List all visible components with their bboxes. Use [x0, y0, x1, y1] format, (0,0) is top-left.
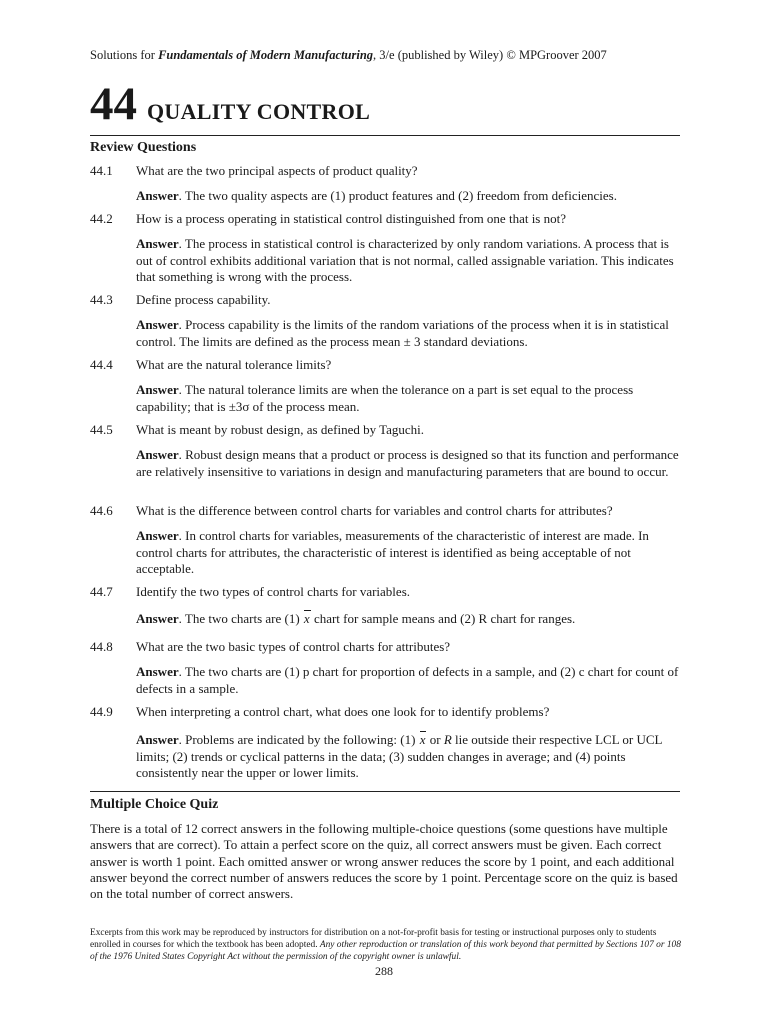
x-bar-symbol: x: [419, 732, 426, 748]
question-number: 44.5: [90, 422, 113, 437]
review-item-44-1: [90, 163, 684, 205]
review-item-44-6: [90, 503, 684, 577]
footer-italic-text: Any other reproduction or translation of this work beyond that permitted by Sections 107 or 108 of the 1976 United States Copyright Act without the permission of the copyright owner is unlawful.: [90, 940, 681, 963]
question-text: How is a process operating in statistical control distinguished from one that is not?: [136, 211, 567, 226]
review-item-44-2: [90, 211, 684, 285]
question-number: 44.8: [90, 639, 113, 654]
question-text: Define process capability.: [136, 292, 271, 307]
chapter-title: QUALITY CONTROL: [147, 99, 371, 124]
question-text: What are the two principal aspects of product quality?: [136, 163, 418, 178]
question-number: 44.6: [90, 503, 113, 518]
answer-text: Answer. The natural tolerance limits are when the tolerance on a part is set equal to the process capability; that is ±3σ of the process mean.: [136, 382, 634, 414]
section-rule: [90, 791, 680, 792]
chapter-number: 44: [90, 78, 137, 130]
question-text: Identify the two types of control charts for variables.: [136, 584, 410, 599]
question-text: What are the natural tolerance limits?: [136, 357, 332, 372]
chapter-heading: [90, 78, 682, 130]
question-text: What is meant by robust design, as defined by Taguchi.: [136, 422, 425, 437]
review-item-44-7: [90, 584, 684, 628]
review-item-44-4: [90, 357, 684, 415]
copyright-symbol: ©: [506, 48, 516, 62]
footer-normal-text: Excerpts from this work may be reproduced by instructors for distribution on a not-for-profit basis for testing or instructional purposes only to students enrolled in courses for which the textbook has been adopted.: [90, 928, 657, 951]
quiz-instructions: There is a total of 12 correct answers in the following multiple-choice questions (some questions have multiple answers that are correct). To attain a perfect score on the quiz, all correct answers must be given. Each correct answer is worth 1 point. Each omitted answer or wrong answer reduces the score by 1 point, and each additional answer beyond the correct number of answers reduces the score by 1 point. Percentage score on the quiz is based on the total number of correct answers.: [90, 821, 678, 902]
multiple-choice-quiz-heading: Multiple Choice Quiz: [90, 797, 219, 812]
running-head-author: MPGroover 2007: [515, 48, 607, 62]
answer-label: Answer: [136, 382, 179, 398]
answer-text: Answer. The two charts are (1) p chart for proportion of defects in a sample, and (2) c chart for count of defects in a sample.: [136, 664, 679, 696]
question-number: 44.9: [90, 704, 113, 719]
question-number: 44.7: [90, 584, 113, 599]
answer-label: Answer: [136, 236, 179, 252]
answer-text: Answer. The two charts are (1) x chart for sample means and (2) R chart for ranges.: [136, 611, 576, 627]
answer-text: Answer. Problems are indicated by the following: (1) x or R lie outside their respective LCL or UCL limits; (2) trends or cyclical patterns in the data; (3) sudden changes in average; and (4) points consistently near the upper or lower limits.: [136, 732, 663, 780]
copyright-footer: [90, 927, 682, 964]
running-head-prefix: Solutions for: [90, 48, 159, 62]
review-item-44-3: [90, 292, 684, 350]
chapter-rule: [90, 135, 680, 136]
answer-label: Answer: [136, 317, 179, 333]
review-questions-heading: Review Questions: [90, 140, 197, 155]
review-item-44-8: [90, 639, 684, 697]
answer-label: Answer: [136, 447, 179, 463]
answer-label: Answer: [136, 732, 179, 748]
answer-text: Answer. The two quality aspects are (1) product features and (2) freedom from deficiencies.: [136, 188, 617, 204]
answer-text: Answer. Process capability is the limits of the random variations of the process when it is in statistical control. The limits are defined as the process mean ± 3 standard deviations.: [136, 317, 669, 349]
question-number: 44.4: [90, 357, 113, 372]
x-bar-symbol: x: [303, 611, 310, 627]
answer-text: Answer. The process in statistical control is characterized by only random variations. A process that is out of control exhibits additional variation that is not normal, called assignable variation. This indicates that something is wrong with the process.: [136, 236, 674, 284]
review-item-44-9: [90, 704, 684, 781]
question-number: 44.1: [90, 163, 113, 178]
answer-label: Answer: [136, 664, 179, 680]
running-header: [90, 47, 690, 63]
answer-label: Answer: [136, 528, 179, 544]
answer-label: Answer: [136, 611, 179, 627]
answer-label: Answer: [136, 188, 179, 204]
question-number: 44.2: [90, 211, 113, 226]
question-text: When interpreting a control chart, what does one look for to identify problems?: [136, 704, 550, 719]
question-text: What is the difference between control charts for variables and control charts for attributes?: [136, 503, 613, 518]
answer-text: Answer. In control charts for variables, measurements of the characteristic of interest are made. In control charts for attributes, the characteristic of interest is identified as being acceptable of not acceptable.: [136, 528, 649, 576]
question-text: What are the two basic types of control charts for attributes?: [136, 639, 451, 654]
book-title: Fundamentals of Modern Manufacturing: [158, 48, 374, 62]
answer-text: Answer. Robust design means that a product or process is designed so that its function and performance are relatively insensitive to variations in design and manufacturing parameters that are bound to occur.: [136, 447, 679, 479]
r-symbol: R: [443, 732, 452, 748]
question-number: 44.3: [90, 292, 113, 307]
review-item-44-5: [90, 422, 684, 480]
running-head-suffix: , 3/e (published by Wiley): [373, 48, 507, 62]
page-number: 288: [375, 964, 393, 978]
